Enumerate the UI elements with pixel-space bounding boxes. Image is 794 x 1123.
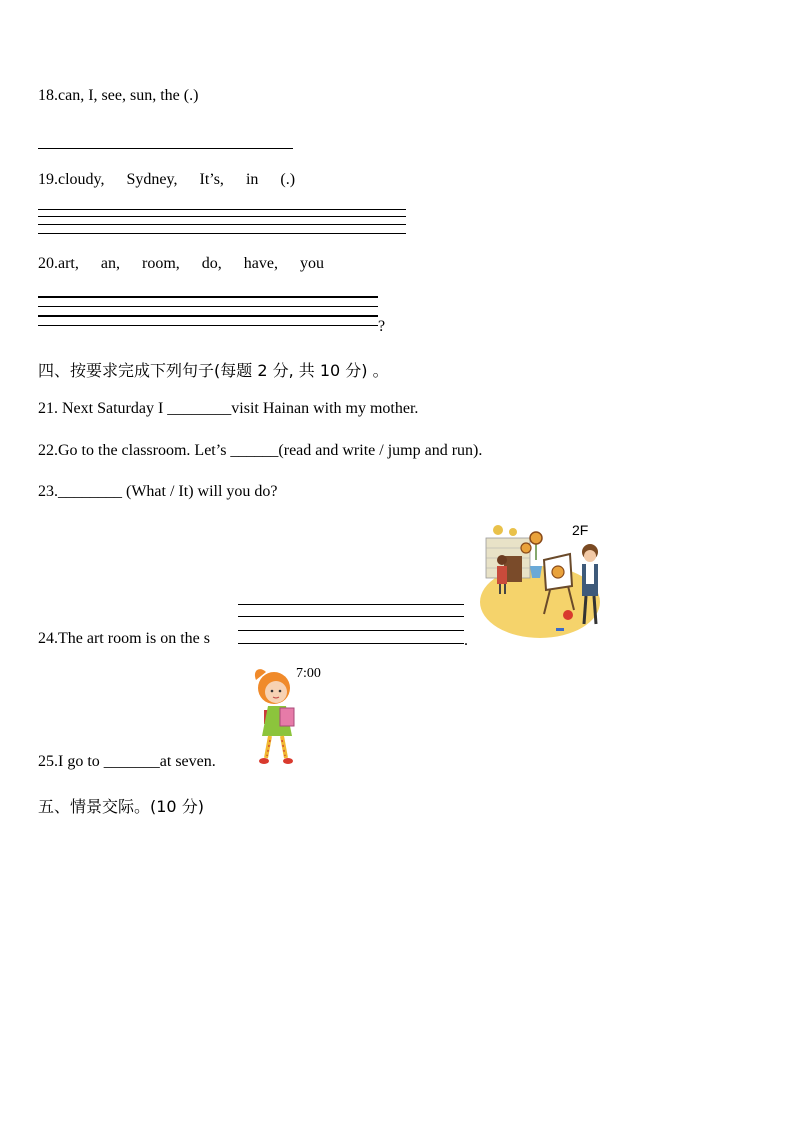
question-number: 22. <box>38 442 58 459</box>
girl-picture <box>250 666 330 768</box>
question-24 <box>38 630 210 648</box>
question-text: Next Saturday I ________visit Hainan with my mother. <box>58 400 419 417</box>
word: you <box>299 255 324 272</box>
writing-line[interactable] <box>38 224 406 225</box>
writing-line[interactable] <box>38 315 378 317</box>
question-19 <box>38 171 295 189</box>
word: (.) <box>280 171 296 188</box>
question-text: ________ (What / It) will you do? <box>58 483 278 500</box>
writing-line[interactable] <box>38 216 406 217</box>
question-23 <box>38 483 278 501</box>
word: have, <box>243 255 278 272</box>
question-number: 24. <box>38 630 58 647</box>
word: room, <box>141 255 180 272</box>
word: in <box>245 171 259 188</box>
section-heading: 五、情景交际。(10 分) <box>38 797 204 816</box>
art-room-illustration <box>478 520 610 642</box>
question-number: 18. <box>38 87 58 104</box>
time-label: 7:00 <box>296 666 321 681</box>
question-text: The art room is on the s <box>58 630 210 647</box>
question-mark: ? <box>378 318 386 335</box>
writing-line[interactable] <box>38 209 406 210</box>
period-mark: . <box>464 632 468 649</box>
writing-line[interactable] <box>238 616 464 617</box>
word: Sydney, <box>126 171 178 188</box>
writing-line[interactable] <box>238 630 464 631</box>
writing-line[interactable] <box>38 306 378 307</box>
writing-line[interactable] <box>238 643 464 644</box>
question-number: 20. <box>38 255 58 272</box>
question-20 <box>38 255 324 273</box>
question-number: 21. <box>38 400 58 417</box>
question-text: Go to the classroom. Let’s ______(read and write / jump and run). <box>58 442 483 459</box>
writing-line[interactable] <box>38 325 378 326</box>
writing-line[interactable] <box>238 604 464 605</box>
question-21 <box>38 400 418 418</box>
question-text: I go to _______at seven. <box>58 753 216 770</box>
answer-line[interactable] <box>38 148 293 149</box>
question-25 <box>38 753 216 771</box>
question-number: 19. <box>38 171 58 188</box>
question-number: 23. <box>38 483 58 500</box>
question-number: 25. <box>38 753 58 770</box>
word: cloudy, <box>58 171 105 188</box>
writing-line[interactable] <box>38 296 378 298</box>
floor-label: 2F <box>572 522 589 538</box>
art-room-picture <box>478 520 610 642</box>
word: art, <box>58 255 79 272</box>
question-18 <box>38 87 198 105</box>
word: do, <box>201 255 222 272</box>
question-22 <box>38 442 482 460</box>
writing-line[interactable] <box>38 233 406 234</box>
word: It’s, <box>199 171 224 188</box>
section-heading: 四、按要求完成下列句子(每题 2 分, 共 10 分) 。 <box>38 361 389 380</box>
question-text: can, I, see, sun, the (.) <box>58 87 199 104</box>
word: an, <box>100 255 120 272</box>
